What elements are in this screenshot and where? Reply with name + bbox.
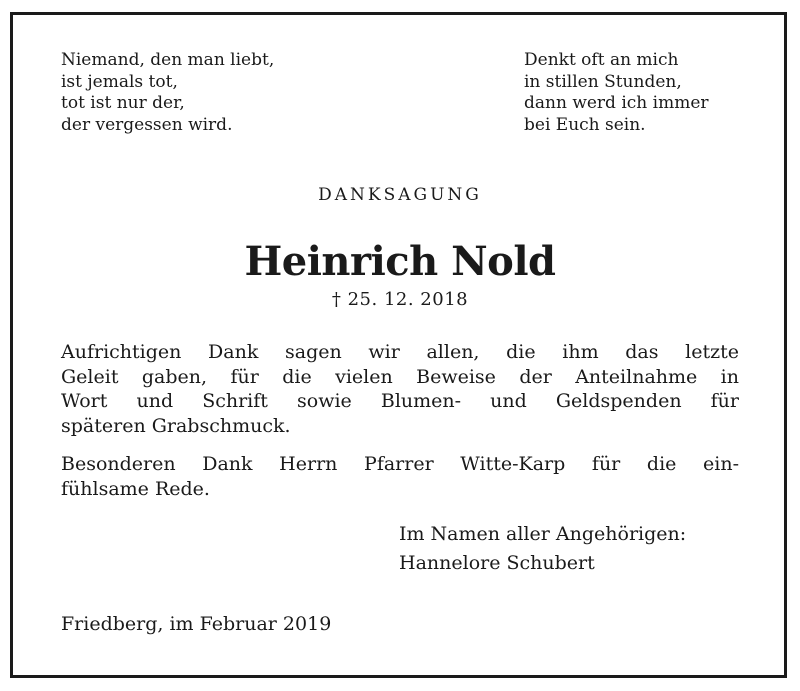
poem-line: Niemand, den man liebt, [61,50,275,70]
paragraph-line: Wort und Schrift sowie Blumen- und Geldspenden für [61,390,739,412]
thanks-paragraph [61,340,739,438]
poem-right [524,50,709,136]
paragraph-line: Geleit gaben, für die vielen Beweise der Anteilnahme in [61,365,739,388]
poem-line: dann werd ich immer [524,93,709,113]
poem-line: Denkt oft an mich [524,50,679,70]
death-date: † 25. 12. 2018 [331,289,469,310]
poem-line: ist jemals tot, [61,71,178,92]
signature-block [399,520,686,578]
special-thanks-paragraph [61,452,739,501]
poem-left [61,50,274,136]
paragraph-line: Aufrichtigen Dank sagen wir allen, die ihm das letzte [61,341,739,363]
deceased-name: Heinrich Nold [244,238,556,285]
poem-line: der vergessen wird. [61,114,233,135]
signature-intro: Im Namen aller Angehörigen: [399,523,687,545]
signature-name: Hannelore Schubert [399,552,595,574]
poem-line: tot ist nur der, [61,93,185,113]
paragraph-line: späteren Grabschmuck. [61,414,291,437]
paragraph-line: Besonderen Dank Herrn Pfarrer Witte-Karp für die ein- [61,453,739,475]
heading: DANKSAGUNG [318,185,482,205]
paragraph-line: fühlsame Rede. [61,477,210,500]
poem-line: bei Euch sein. [524,114,646,135]
poem-line: in stillen Stunden, [524,71,682,92]
place-date: Friedberg, im Februar 2019 [61,613,332,635]
